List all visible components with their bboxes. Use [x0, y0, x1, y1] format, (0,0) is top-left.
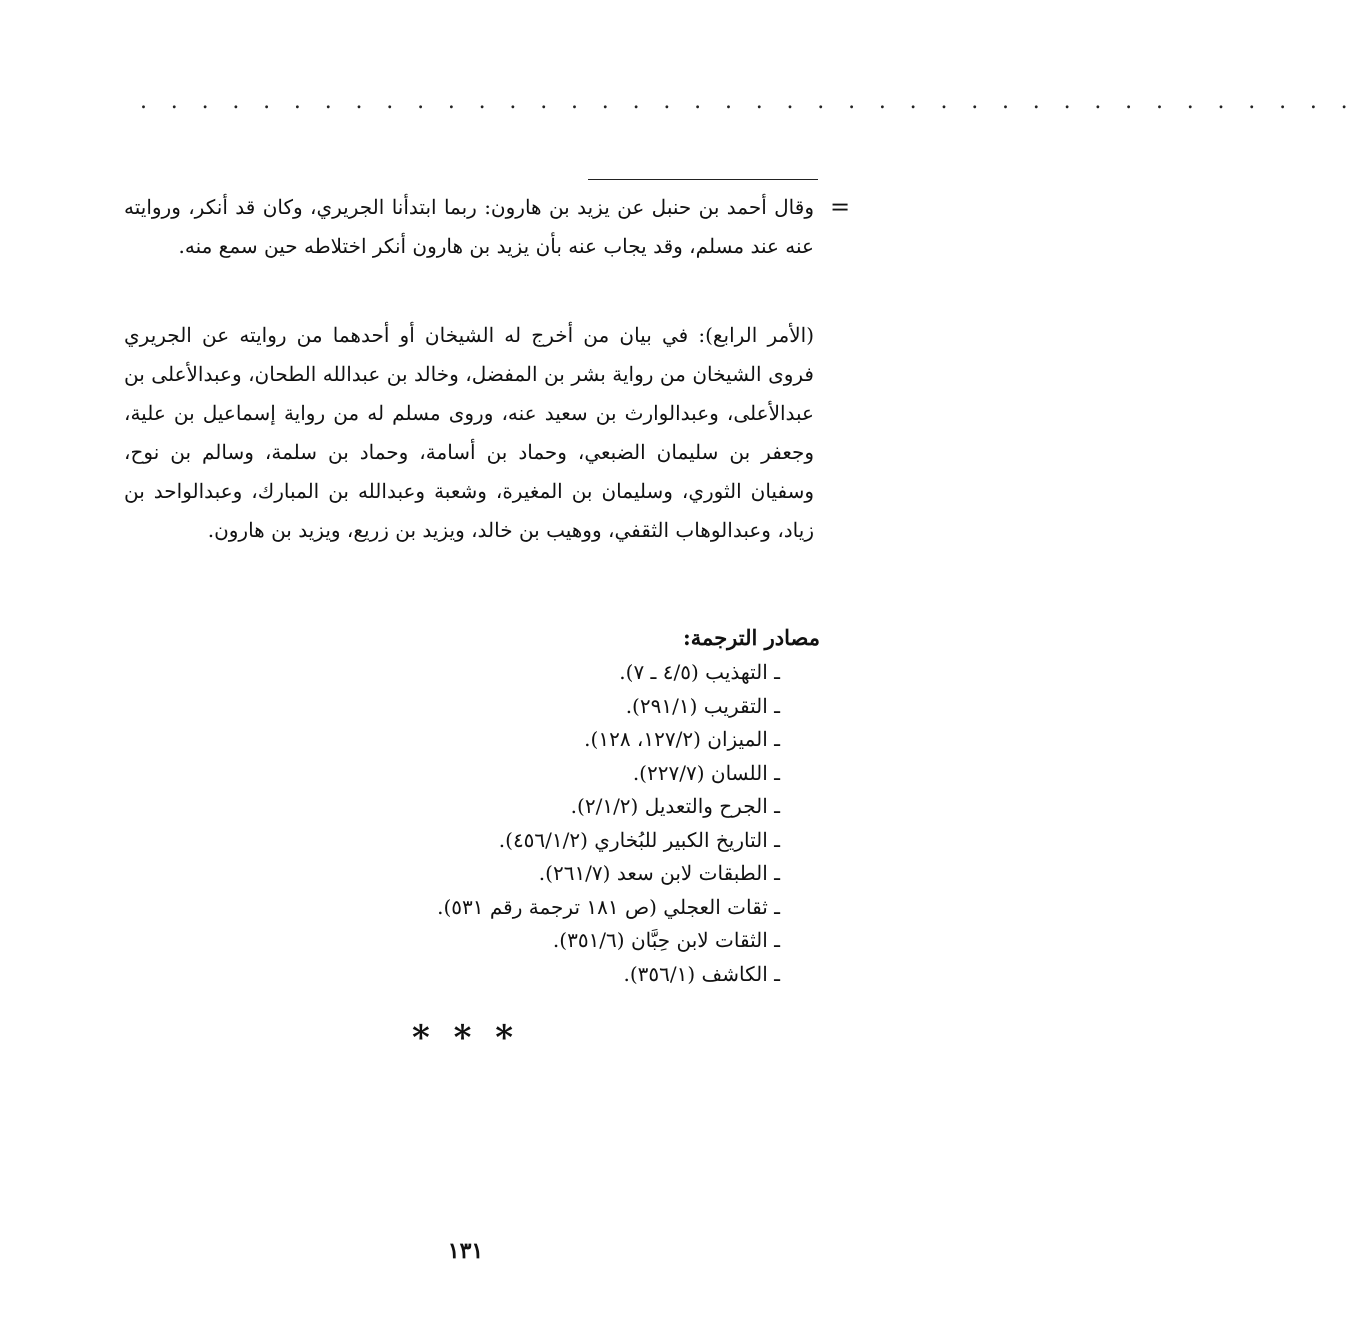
footnote-rule	[588, 179, 818, 180]
source-item: ـ التهذيب (٤/٥ ـ ٧).	[619, 660, 780, 684]
paragraph-text: (الأمر الرابع): في بيان من أخرج له الشيخان أو أحدهما من روايته عن الجريري فروى الشيخان من رواية بشر بن المفضل، وخالد بن عبدالله الطحان، وعبدالأعلى بن عبدالأعلى، وعبدالوارث بن سعيد عنه، وروى مسلم له من رواية إسماعيل بن علية، وجعفر بن سليمان الضبعي، وحماد بن أسامة، وحماد بن سلمة، وسالم بن نوح، وسفيان الثوري، وسليمان بن المغيرة، وشعبة وعبدالله بن المبارك، وعبدالواحد بن زياد، وعبدالوهاب الثقفي، ووهيب بن خالد، ويزيد بن زريع، ويزيد بن هارون.	[124, 323, 814, 542]
source-item: ـ الميزان (١٢٧/٢، ١٢٨).	[584, 727, 780, 751]
footnote-paragraph-1	[124, 188, 814, 266]
source-item: ـ الثقات لابن حِبَّان (٣٥١/٦).	[552, 928, 780, 952]
source-item: ـ اللسان (٢٢٧/٧).	[632, 760, 780, 785]
sources-section	[300, 620, 820, 991]
footnote-paragraph-2	[124, 316, 814, 550]
section-end-asterisks: * * *	[411, 1018, 519, 1058]
sources-list	[300, 656, 820, 991]
page-number: ١٣١	[447, 1238, 484, 1264]
source-item: ـ التاريخ الكبير للبُخاري (٤٥٦/١/٢).	[498, 827, 780, 852]
source-item: ـ التقريب (٢٩١/١).	[625, 693, 780, 718]
continuation-mark: =	[830, 193, 851, 221]
source-item: ـ ثقات العجلي (ص ١٨١ ترجمة رقم ٥٣١).	[437, 894, 780, 919]
footnote-separator-dots: . . . . . . . . . . . . . . . . . . . . . . . . . . . . . . . . . . . . . . . .	[140, 89, 1356, 114]
source-item: ـ الكاشف (٣٥٦/١).	[623, 961, 780, 986]
source-item: ـ الطبقات لابن سعد (٢٦١/٧).	[538, 861, 780, 885]
sources-heading: مصادر الترجمة:	[683, 625, 820, 650]
source-item: ـ الجرح والتعديل (٢/١/٢).	[570, 794, 780, 818]
paragraph-text: وقال أحمد بن حنبل عن يزيد بن هارون: ربما ابتدأنا الجريري، وكان قد أنكر، وروايته عنه عند مسلم، وقد يجاب عنه بأن يزيد بن هارون أنكر اختلاطه حين سمع منه.	[124, 195, 814, 258]
